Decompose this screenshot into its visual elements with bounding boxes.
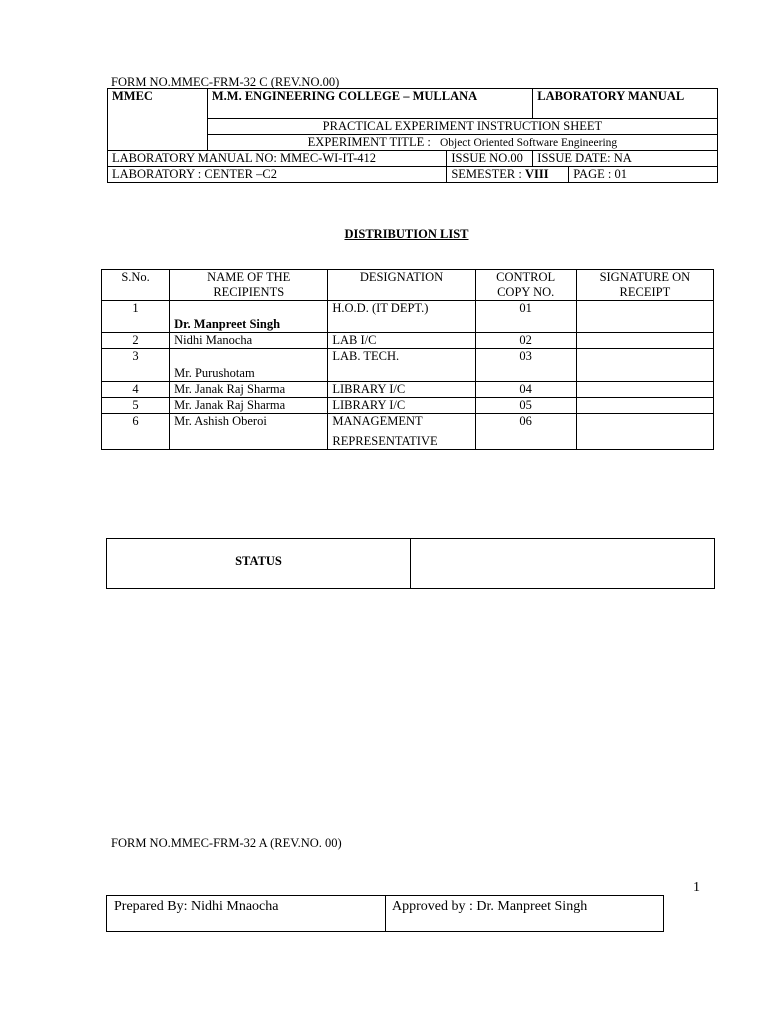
row-signature [576, 349, 713, 382]
semester-label: SEMESTER : [451, 167, 522, 181]
row-copy-no: 05 [475, 398, 576, 414]
row-name: Mr. Janak Raj Sharma [170, 398, 328, 414]
row-designation: LAB I/C [328, 333, 475, 349]
row-sno: 5 [102, 398, 170, 414]
row-sno: 2 [102, 333, 170, 349]
table-row [102, 301, 714, 333]
row-sno: 1 [102, 301, 170, 333]
table-header-row [102, 270, 714, 301]
table-row [102, 398, 714, 414]
semester [447, 167, 569, 183]
row-signature [576, 333, 713, 349]
status-box [106, 538, 715, 589]
document-type: LABORATORY MANUAL [533, 89, 718, 119]
footer-box [106, 895, 664, 932]
row-signature [576, 398, 713, 414]
distribution-table [101, 269, 714, 450]
row-copy-no: 01 [475, 301, 576, 333]
approved-by: Approved by : Dr. Manpreet Singh [392, 899, 588, 914]
row-designation-line1: MANAGEMENT [332, 414, 423, 428]
experiment-title-value: Object Oriented Software Engineering [439, 137, 618, 149]
form-number-bottom: FORM NO.MMEC-FRM-32 A (REV.NO. 00) [111, 836, 342, 850]
column-header: S.No. [102, 270, 170, 301]
prepared-by: Prepared By: Nidhi Mnaocha [114, 899, 279, 914]
row-designation: LIBRARY I/C [328, 398, 475, 414]
manual-number: LABORATORY MANUAL NO: MMEC-WI-IT-412 [108, 151, 447, 167]
row-copy-no: 06 [475, 414, 576, 450]
table-row [102, 333, 714, 349]
status-label: STATUS [235, 554, 282, 568]
row-sno: 4 [102, 382, 170, 398]
college-name: M.M. ENGINEERING COLLEGE – MULLANA [207, 89, 532, 119]
row-signature [576, 382, 713, 398]
row-signature [576, 301, 713, 333]
row-name: Nidhi Manocha [170, 333, 328, 349]
row-designation-line2: REPRESENTATIVE [332, 434, 438, 448]
row-name: Mr. Ashish Oberoi [170, 414, 328, 450]
semester-value: VIII [524, 167, 549, 181]
table-row [102, 414, 714, 450]
issue-date: ISSUE DATE: NA [533, 151, 718, 167]
row-sno: 6 [102, 414, 170, 450]
row-designation: H.O.D. (IT DEPT.) [328, 301, 475, 333]
page-label: PAGE : 01 [569, 167, 718, 183]
row-designation: LAB. TECH. [328, 349, 475, 382]
row-sno: 3 [102, 349, 170, 382]
row-name: Mr. Janak Raj Sharma [170, 382, 328, 398]
row-copy-no: 03 [475, 349, 576, 382]
sheet-title: PRACTICAL EXPERIMENT INSTRUCTION SHEET [207, 119, 717, 135]
form-number-top: FORM NO.MMEC-FRM-32 C (REV.NO.00) [111, 75, 340, 89]
row-name: Mr. Purushotam [170, 349, 328, 382]
table-row [102, 349, 714, 382]
column-header: DESIGNATION [328, 270, 475, 301]
page-number: 1 [693, 880, 700, 895]
row-copy-no: 04 [475, 382, 576, 398]
row-designation [328, 414, 475, 450]
row-signature [576, 414, 713, 450]
column-header: CONTROL COPY NO. [475, 270, 576, 301]
lab-center: LABORATORY : CENTER –C2 [108, 167, 447, 183]
column-header: SIGNATURE ON RECEIPT [576, 270, 713, 301]
distribution-title: DISTRIBUTION LIST [344, 227, 469, 241]
row-name: Dr. Manpreet Singh [170, 301, 328, 333]
row-designation: LIBRARY I/C [328, 382, 475, 398]
issue-number: ISSUE NO.00 [447, 151, 533, 167]
org-short: MMEC [108, 89, 208, 151]
row-copy-no: 02 [475, 333, 576, 349]
experiment-title-label: EXPERIMENT TITLE : [307, 135, 431, 149]
experiment-title [207, 135, 717, 151]
column-header: NAME OF THE RECIPIENTS [170, 270, 328, 301]
document-header-table [107, 88, 718, 183]
table-row [102, 382, 714, 398]
